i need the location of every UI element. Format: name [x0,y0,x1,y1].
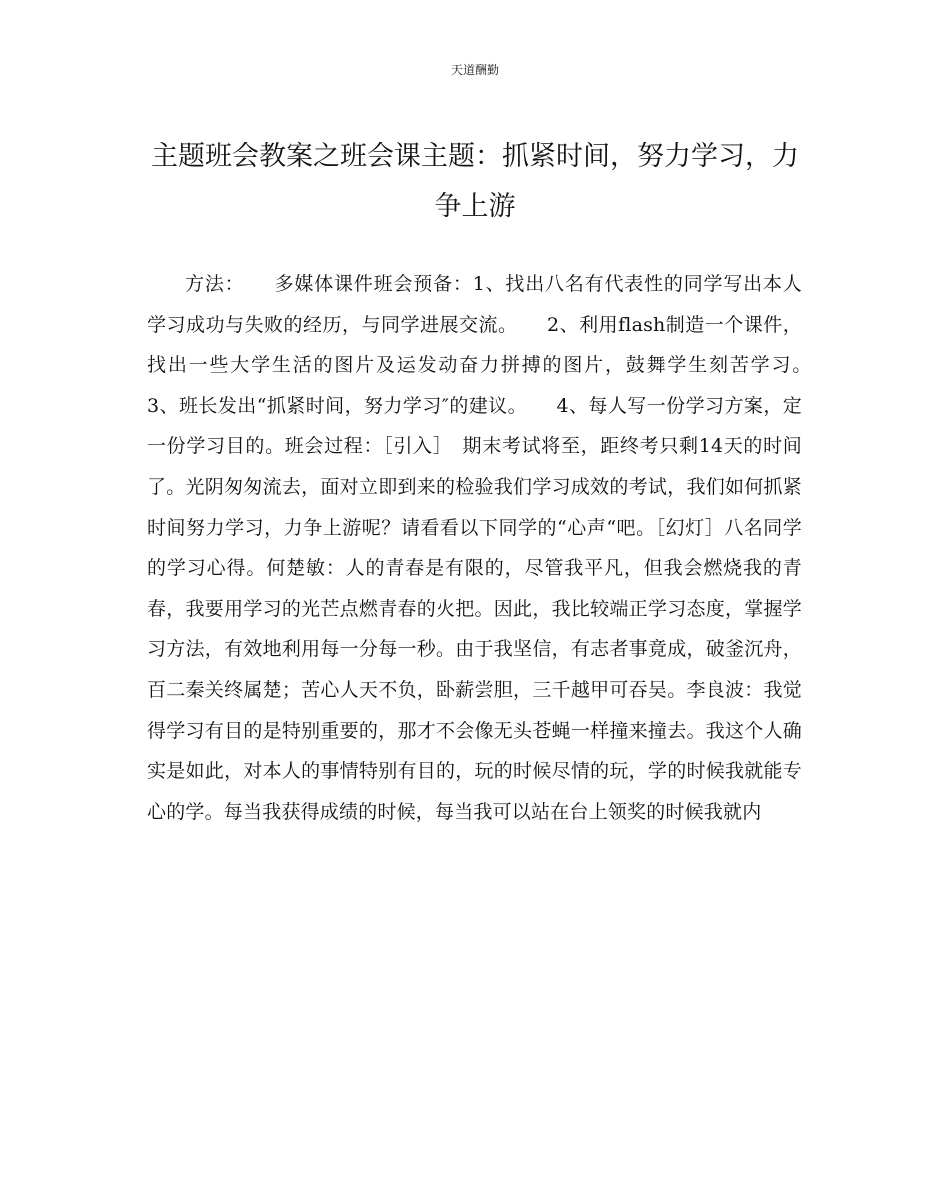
page-header: 天道酬勤 [450,63,499,77]
document-title: 主题班会教案之班会课主题：抓紧时间，努力学习，力争上游 [151,141,799,222]
document-body: 方法： 多媒体课件班会预备：1、找出八名有代表性的同学写出本人学习成功与失败的经历，与同学进展交流。 2、利用flash制造一个课件，找出一些大学生活的图片及运发动奋力拼搏的图片，鼓舞学生刻苦学习。 3、班长发出“抓紧时间，努力学习″的建议。 4、每人写一份学习方案，定一份学习目的。班会过程：［引入］ 期末考试将至，距终考只剩14天的时间了。光阴匆匆流去，面对立即到来的检验我们学习成效的考试，我们如何抓紧时间努力学习，力争上游呢？请看看以下同学的“心声“吧。［幻灯］八名同学的学习心得。何楚敏：人的青春是有限的，尽管我平凡，但我会燃烧我的青春，我要用学习的光芒点燃青春的火把。因此，我比较端正学习态度，掌握学习方法，有效地利用每一分每一秒。由于我坚信，有志者事竟成，破釜沉舟，百二秦关终属楚；苦心人天不负，卧薪尝胆，三千越甲可吞吴。李良波：我觉得学习有目的是特别重要的，那才不会像无头苍蝇一样撞来撞去。我这个人确实是如此，对本人的事情特别有目的，玩的时候尽情的玩，学的时候我就能专心的学。每当我获得成绩的时候，每当我可以站在台上领奖的时候我就内 [147,273,841,823]
